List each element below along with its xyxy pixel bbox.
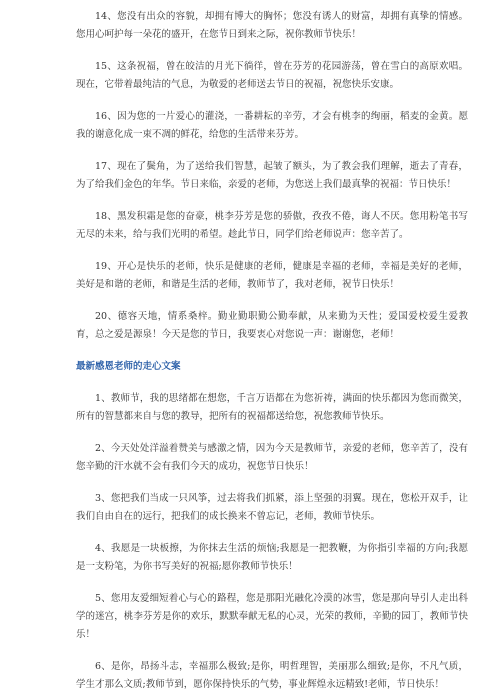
paragraph-b2: 2、今天处处洋溢着赞美与感激之情，因为今天是教师节，亲爱的老师，您辛苦了，没有您辛勤的汗水就不会有我们今天的成功，祝您节日快乐！ xyxy=(76,443,468,472)
paragraph-b4: 4、我愿是一块板擦，为你抹去生活的烦恼;我愿是一把教鞭，为你指引幸福的方向;我愿是一支粉笔，为你书写美好的祝福;愿你教师节快乐！ xyxy=(76,543,468,572)
paragraph-17: 17、现在了鬓角，为了送给我们智慧，起皱了额头，为了教会我们理解，逝去了青春，为了给我们金色的年华。节日来临，亲爱的老师，为您送上我们最真挚的祝福：节日快乐！ xyxy=(76,161,468,190)
paragraph-19: 19、开心是快乐的老师，快乐是健康的老师，健康是幸福的老师，幸福是美好的老师，美好是和谐的老师，和谐是生活的老师，教师节了，我对老师，祝节日快乐！ xyxy=(76,261,468,290)
paragraph-16: 16、因为您的一片爱心的灌浇，一番耕耘的辛劳，才会有桃李的绚丽，稻麦的金黄。愿我的谢意化成一束不凋的鲜花，给您的生活带来芬芳。 xyxy=(76,111,468,140)
paragraph-b5: 5、您用友爱细短着心与心的路程，您是那阳光融化冷漠的冰雪，您是那向导引人走出科学的迷宫，桃李芬芳是你的欢乐，默默奉献无私的心灵，光荣的教师，辛勤的园丁，教师节快乐！ xyxy=(76,593,468,640)
section-heading: 最新感恩老师的走心文案 xyxy=(76,361,181,372)
paragraph-18: 18、黑发积霜是您的奋豪，桃李芬芳是您的骄傲，孜孜不倦，诲人不厌。您用粉笔书写无尽的未来，给与我们光明的希望。趁此节日，同学们给老师说声：您辛苦了。 xyxy=(76,211,468,240)
paragraph-b3: 3、您把我们当成一只风筝，过去将我们抓紧，添上坚强的羽翼。现在，您松开双手，让我们自由自在的远行，把我们的成长换来不曾忘记，老师，教师节快乐。 xyxy=(76,493,468,522)
paragraph-20: 20、德容天地，情系桑梓。勤业勤职勤公勤奉献，从来勤为天性；爱国爱校爱生爱教育，总之爱是源泉！今天是您的节日，我要衷心对您说一声：谢谢您，老师！ xyxy=(76,311,468,340)
paragraph-14: 14、您没有出众的容貌，却拥有博大的胸怀；您没有诱人的财富，却拥有真挚的情感。您用心呵护每一朵花的盛开，在您节日到来之际，祝你教师节快乐！ xyxy=(76,11,468,40)
paragraph-15: 15、这条祝福，曾在皎洁的月光下徜徉，曾在芬芳的花园游荡，曾在雪白的高原欢唱。现在，它带着最纯洁的气息，为敬爱的老师送去节日的祝福，祝您快乐安康。 xyxy=(76,61,468,90)
paragraph-b1: 1、教师节，我的思绪都在想您，千言万语都在为您祈祷，满面的快乐都因为您而微笑，所有的智慧都来自与您的教导，把所有的祝福都送给您，祝您教师节快乐。 xyxy=(76,393,468,422)
paragraph-b6: 6、是你，昂扬斗志，幸福那么极致;是你，明哲理智，美丽那么细致;是你，不凡气质，学生才那么文质;教师节到，愿你保持快乐的气势，事业辉煌永远精致!老师，节日快乐！ xyxy=(76,661,468,690)
